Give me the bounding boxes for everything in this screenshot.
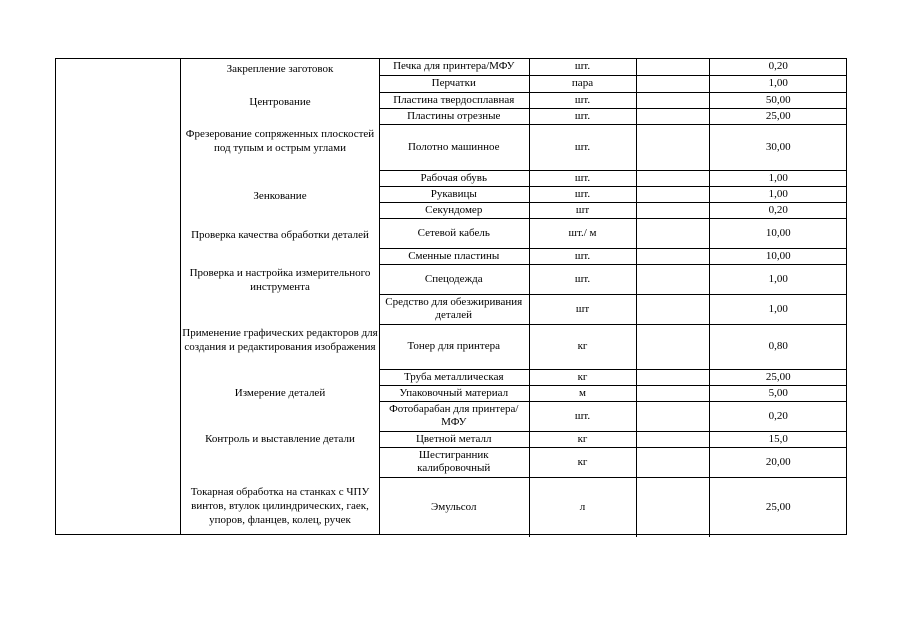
material-unit: кг [529,369,636,385]
empty-cell [636,92,709,108]
material-value: 50,00 [709,92,847,108]
table-row [379,369,847,385]
material-value: 5,00 [709,385,847,401]
table-row [379,218,847,248]
material-name: Пластины отрезные [379,108,529,124]
material-name: Перчатки [379,75,529,92]
empty-cell [636,385,709,401]
material-name: Шестигранник калибровочный [379,447,529,477]
operation-cell: Применение графических редакторов для создания и редактирования изображения [182,327,378,353]
operation-cell: Измерение деталей [234,387,326,399]
material-value: 25,00 [709,108,847,124]
material-name: Упаковочный материал [379,385,529,401]
material-unit: шт. [529,58,636,75]
operation-cell: Фрезерование сопряженных плоскостей под тупым и острым углами [185,128,375,154]
material-unit: шт. [529,92,636,108]
material-name: Рабочая обувь [379,170,529,186]
table-row [379,401,847,431]
table-row [379,324,847,369]
material-unit: шт. [529,108,636,124]
material-value: 15,0 [709,431,847,447]
material-name: Средство для обезжиривания деталей [379,294,529,324]
table-row [379,92,847,108]
material-unit: шт. [529,170,636,186]
empty-cell [636,369,709,385]
material-value: 25,00 [709,477,847,537]
materials-table [379,58,847,537]
empty-cell [636,477,709,537]
material-name: Рукавицы [379,186,529,202]
table-row [379,58,847,75]
empty-cell [636,248,709,264]
material-name: Спецодежда [379,264,529,294]
material-unit: шт. [529,264,636,294]
operation-cell: Контроль и выставление детали [205,433,355,445]
empty-cell [636,294,709,324]
empty-cell [636,264,709,294]
table-row [379,477,847,537]
table-row [379,186,847,202]
table-row [379,124,847,170]
operation-cell: Проверка и настройка измерительного инструмента [189,267,371,293]
material-value: 1,00 [709,170,847,186]
material-unit: кг [529,324,636,369]
operation-cell: Центрование [249,96,311,108]
table-row [379,294,847,324]
empty-cell [636,75,709,92]
material-unit: кг [529,447,636,477]
material-name: Секундомер [379,202,529,218]
table-row [379,248,847,264]
material-unit: пара [529,75,636,92]
material-value: 0,20 [709,58,847,75]
material-value: 0,20 [709,401,847,431]
empty-cell [636,431,709,447]
material-value: 0,20 [709,202,847,218]
empty-cell [636,202,709,218]
material-value: 25,00 [709,369,847,385]
table-row [379,431,847,447]
material-name: Сменные пластины [379,248,529,264]
material-unit: шт. [529,124,636,170]
operation-cell: Проверка качества обработки деталей [191,229,369,241]
material-name: Полотно машинное [379,124,529,170]
material-unit: шт [529,202,636,218]
empty-cell [636,324,709,369]
empty-cell [636,58,709,75]
material-unit: шт [529,294,636,324]
material-value: 1,00 [709,75,847,92]
material-value: 0,80 [709,324,847,369]
material-value: 30,00 [709,124,847,170]
table-row [379,108,847,124]
material-value: 10,00 [709,248,847,264]
material-name: Цветной металл [379,431,529,447]
material-value: 1,00 [709,186,847,202]
operation-cell: Зенкование [253,190,307,202]
material-unit: шт./ м [529,218,636,248]
material-unit: л [529,477,636,537]
empty-cell [636,108,709,124]
material-unit: кг [529,431,636,447]
material-value: 1,00 [709,294,847,324]
table-row [379,202,847,218]
material-value: 20,00 [709,447,847,477]
empty-cell [636,186,709,202]
empty-cell [636,124,709,170]
material-unit: шт. [529,186,636,202]
material-unit: шт. [529,248,636,264]
material-value: 10,00 [709,218,847,248]
operation-cell: Токарная обработка на станках с ЧПУ винтов, втулок цилиндрических, гаек, упоров, фланцев, колец, ручек [190,486,370,526]
empty-cell [636,218,709,248]
table-row [379,75,847,92]
operation-cell: Закрепление заготовок [226,63,334,75]
material-name: Труба металлическая [379,369,529,385]
material-name: Сетевой кабель [379,218,529,248]
table-row [379,385,847,401]
table-row [379,264,847,294]
table-row [379,447,847,477]
material-name: Фотобарабан для принтера/МФУ [379,401,529,431]
material-name: Эмульсол [379,477,529,537]
material-unit: м [529,385,636,401]
material-unit: шт. [529,401,636,431]
material-name: Пластина твердосплавная [379,92,529,108]
table-row [379,170,847,186]
empty-cell [636,401,709,431]
empty-cell [636,170,709,186]
material-value: 1,00 [709,264,847,294]
material-name: Тонер для принтера [379,324,529,369]
empty-cell [636,447,709,477]
material-name: Печка для принтера/МФУ [379,58,529,75]
